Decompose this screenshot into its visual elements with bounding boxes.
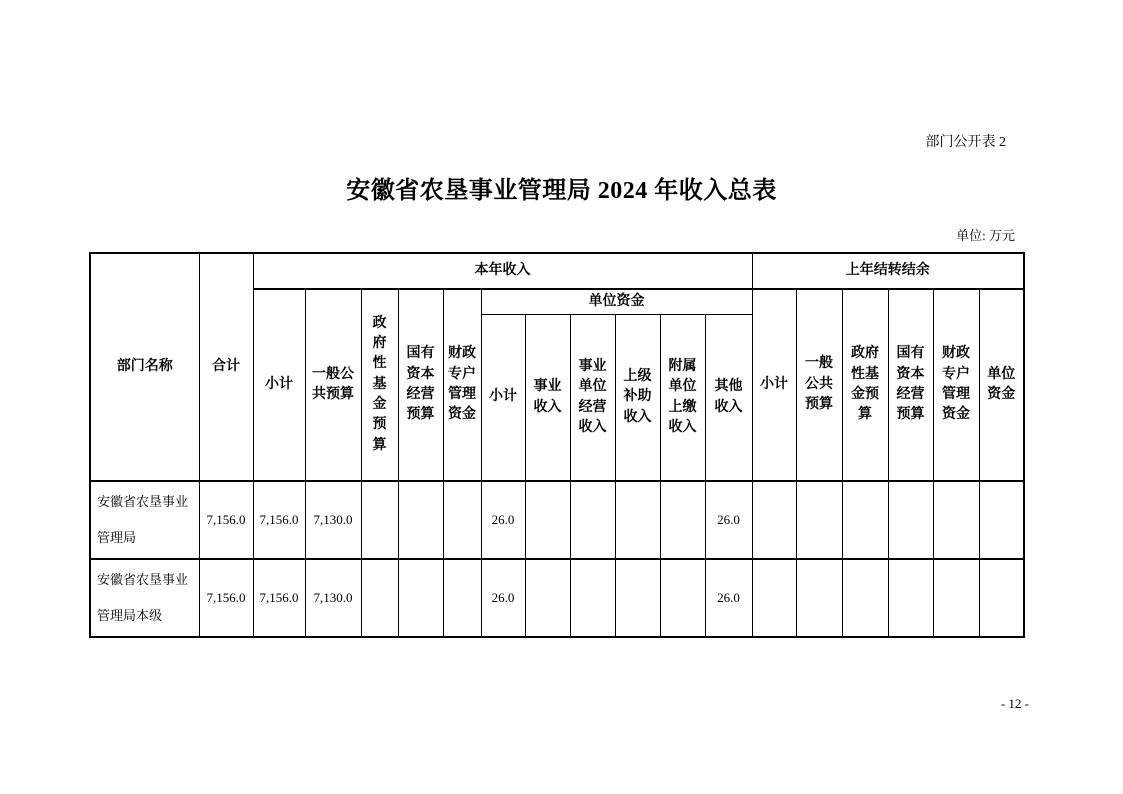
- header-department: 部门名称: [90, 253, 199, 481]
- value-cell-uf-superior-subsidy-income: [615, 481, 660, 559]
- table-row: [90, 481, 1024, 559]
- header-uf-business-income: 事业收入: [525, 315, 570, 481]
- value-cell-uf-subtotal: 26.0: [481, 559, 525, 637]
- value-cell-cy-state-capital-budget: [398, 481, 443, 559]
- header-uf-affiliated-remittance-income: 附属单位上缴收入: [660, 315, 705, 481]
- value-cell-co-subtotal: [752, 481, 796, 559]
- value-cell-uf-business-operating-income: [570, 481, 615, 559]
- page-title: 安徽省农垦事业管理局 2024 年收入总表: [346, 178, 777, 204]
- value-cell-cy-govt-fund-budget: [361, 559, 398, 637]
- value-cell-uf-affiliated-remittance-income: [660, 559, 705, 637]
- value-cell-co-general-public-budget: [796, 481, 842, 559]
- header-uf-superior-subsidy-income: 上级补助收入: [615, 315, 660, 481]
- value-cell-uf-business-income: [525, 481, 570, 559]
- header-uf-other-income: 其他收入: [705, 315, 752, 481]
- header-co-unit-funds: 单位资金: [979, 289, 1024, 481]
- value-cell-uf-other-income: 26.0: [705, 481, 752, 559]
- value-cell-total: 7,156.0: [199, 559, 253, 637]
- header-cy-govt-fund-budget: 政府性基金预算: [361, 289, 398, 481]
- value-cell-co-govt-fund-budget: [842, 559, 888, 637]
- value-cell-co-fiscal-account-funds: [933, 481, 979, 559]
- value-cell-co-general-public-budget: [796, 559, 842, 637]
- value-cell-cy-fiscal-account-funds: [443, 481, 481, 559]
- header-co-subtotal: 小计: [752, 289, 796, 481]
- value-cell-cy-fiscal-account-funds: [443, 559, 481, 637]
- value-cell-co-state-capital-budget: [888, 481, 933, 559]
- header-co-general-public-budget: 一般公共预算: [796, 289, 842, 481]
- department-name-cell: 安徽省农垦事业管理局: [90, 481, 199, 559]
- value-cell-uf-business-income: [525, 559, 570, 637]
- page-number: - 12 -: [1000, 696, 1029, 711]
- value-cell-cy-subtotal: 7,156.0: [253, 559, 305, 637]
- header-unit-funds-group: 单位资金: [481, 289, 752, 315]
- value-cell-co-govt-fund-budget: [842, 481, 888, 559]
- table-row: [90, 559, 1024, 637]
- unit-label: 单位: 万元: [956, 228, 1015, 243]
- header-current-year-income-group: 本年收入: [253, 253, 752, 289]
- header-uf-subtotal: 小计: [481, 315, 525, 481]
- header-cy-fiscal-account-funds: 财政专户管理资金: [443, 289, 481, 481]
- value-cell-total: 7,156.0: [199, 481, 253, 559]
- value-cell-co-fiscal-account-funds: [933, 559, 979, 637]
- revenue-table: [89, 252, 1025, 638]
- header-cy-state-capital-budget: 国有资本经营预算: [398, 289, 443, 481]
- header-co-state-capital-budget: 国有资本经营预算: [888, 289, 933, 481]
- header-co-govt-fund-budget: 政府性基金预算: [842, 289, 888, 481]
- value-cell-co-subtotal: [752, 559, 796, 637]
- header-cy-general-public-budget: 一般公共预算: [305, 289, 361, 481]
- header-cy-subtotal: 小计: [253, 289, 305, 481]
- department-name-cell: 安徽省农垦事业管理局本级: [90, 559, 199, 637]
- value-cell-co-unit-funds: [979, 481, 1024, 559]
- value-cell-co-state-capital-budget: [888, 559, 933, 637]
- value-cell-co-unit-funds: [979, 559, 1024, 637]
- header-carryover-group: 上年结转结余: [752, 253, 1024, 289]
- value-cell-uf-subtotal: 26.0: [481, 481, 525, 559]
- header-total: 合计: [199, 253, 253, 481]
- header-co-fiscal-account-funds: 财政专户管理资金: [933, 289, 979, 481]
- value-cell-uf-other-income: 26.0: [705, 559, 752, 637]
- value-cell-uf-business-operating-income: [570, 559, 615, 637]
- value-cell-uf-superior-subsidy-income: [615, 559, 660, 637]
- value-cell-cy-general-public-budget: 7,130.0: [305, 559, 361, 637]
- value-cell-cy-govt-fund-budget: [361, 481, 398, 559]
- doc-type-label: 部门公开表 2: [925, 135, 1006, 150]
- value-cell-cy-subtotal: 7,156.0: [253, 481, 305, 559]
- header-uf-business-operating-income: 事业单位经营收入: [570, 315, 615, 481]
- value-cell-cy-state-capital-budget: [398, 559, 443, 637]
- value-cell-cy-general-public-budget: 7,130.0: [305, 481, 361, 559]
- value-cell-uf-affiliated-remittance-income: [660, 481, 705, 559]
